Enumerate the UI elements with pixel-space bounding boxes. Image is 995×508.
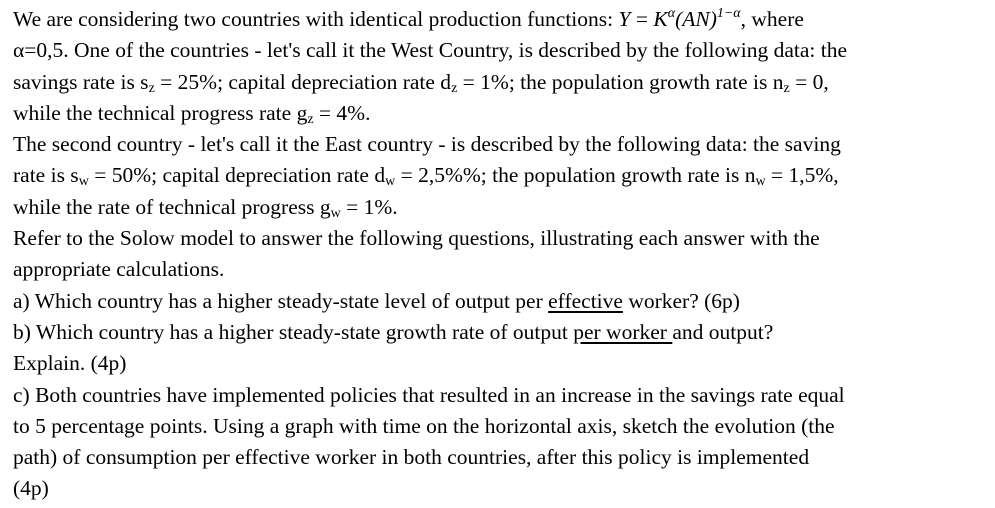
paragraph2-line3 xyxy=(13,192,988,223)
paragraph3-line1: Refer to the Solow model to answer the following questions, illustrating each answer with the xyxy=(13,226,820,251)
east-population-label: = 2,5%%; the population growth rate is n xyxy=(395,163,756,188)
question-b-line1 xyxy=(13,317,988,348)
question-a-text: a) Which country has a higher steady-state level of output per xyxy=(13,288,549,313)
east-tech-progress-label: while the rate of technical progress g xyxy=(13,194,331,219)
east-tech-progress-subscript: w xyxy=(330,205,341,221)
east-population-value: = 1,5%, xyxy=(765,163,839,188)
question-a-end: worker? (6p) xyxy=(622,288,740,313)
formula-capital-symbol: K xyxy=(653,7,668,31)
question-a-underlined: effective xyxy=(548,288,623,313)
formula-alpha-exponent: α xyxy=(667,6,676,21)
formula-effective-labor: (AN) xyxy=(675,7,717,31)
east-savings-label: rate is s xyxy=(13,163,79,188)
west-tech-progress-label: while the technical progress rate g xyxy=(13,100,308,125)
question-b-end: and output? xyxy=(672,319,774,344)
east-population-subscript: w xyxy=(755,174,766,190)
west-savings-label: savings rate is s xyxy=(13,69,149,94)
formula-output-symbol: Y xyxy=(618,7,631,31)
east-tech-progress-value: = 1%. xyxy=(340,194,398,219)
paragraph2-line1: The second country - let's call it the East country - is described by the following data: the saving xyxy=(13,132,841,157)
formula-equals: = xyxy=(630,7,654,31)
west-tech-progress-value: = 4%. xyxy=(313,100,371,125)
west-population-subscript: z xyxy=(783,80,790,96)
west-population-label: = 1%; the population growth rate is n xyxy=(457,69,784,94)
question-c-line4: (4p) xyxy=(13,476,49,501)
question-a xyxy=(13,286,988,317)
west-savings-subscript: z xyxy=(148,80,155,96)
question-b-underlined: per worker xyxy=(573,319,673,344)
paragraph2-line2 xyxy=(13,160,988,191)
east-depreciation-label: = 50%; capital depreciation rate d xyxy=(88,163,386,188)
east-depreciation-subscript: w xyxy=(385,174,396,190)
paragraph1-line1-end: , where xyxy=(740,7,804,31)
question-b-text: b) Which country has a higher steady-state growth rate of output xyxy=(13,319,574,344)
paragraph1-line1-text: We are considering two countries with identical production functions: xyxy=(13,7,619,31)
question-c-line2: to 5 percentage points. Using a graph with time on the horizontal axis, sketch the evolution (the xyxy=(13,413,835,438)
paragraph3-line2: appropriate calculations. xyxy=(13,257,225,282)
paragraph1-line1 xyxy=(13,4,988,35)
formula-one-minus-alpha-exponent: 1−α xyxy=(716,6,741,21)
west-depreciation-label: = 25%; capital depreciation rate d xyxy=(154,69,452,94)
west-tech-progress-subscript: z xyxy=(307,111,314,127)
question-c-line3: path) of consumption per effective worker in both countries, after this policy is implemented xyxy=(13,445,810,470)
paragraph1-line2: α=0,5. One of the countries - let's call it the West Country, is described by the following data: the xyxy=(13,38,847,63)
question-c-line1: c) Both countries have implemented policies that resulted in an increase in the savings rate equal xyxy=(13,382,845,407)
east-savings-subscript: w xyxy=(78,174,89,190)
paragraph1-line3 xyxy=(13,67,988,98)
paragraph1-line4 xyxy=(13,98,988,129)
west-depreciation-subscript: z xyxy=(451,80,458,96)
problem-text xyxy=(13,4,988,505)
question-b-line2: Explain. (4p) xyxy=(13,351,127,376)
west-population-value: = 0, xyxy=(789,69,829,94)
production-function-formula xyxy=(619,7,741,31)
